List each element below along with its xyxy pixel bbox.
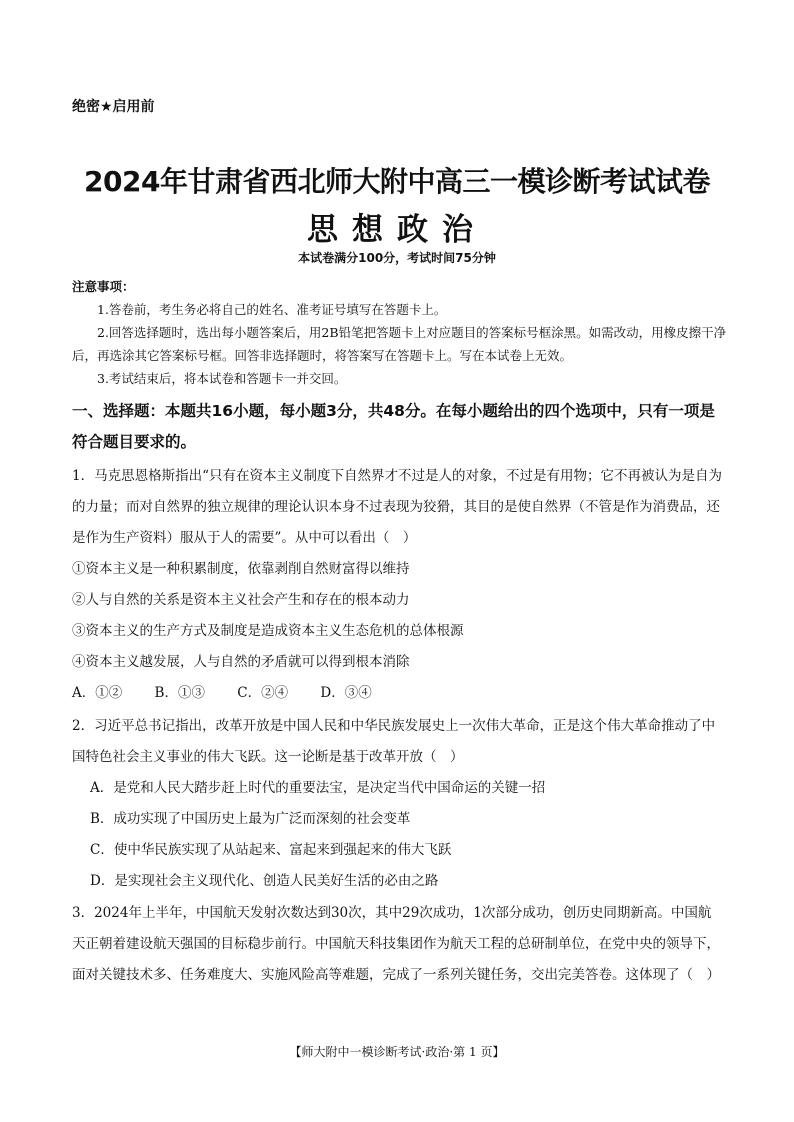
option-b: B．①③	[154, 685, 205, 701]
statement: ③资本主义的生产方式及制度是造成资本主义生态危机的总体根源	[72, 623, 464, 639]
section-heading: 一、选择题：本题共16小题，每小题3分，共48分。在每小题给出的四个选项中，只有一项是符合题目要求的。	[72, 402, 715, 451]
option-a: A．①②	[72, 685, 123, 701]
notice-item: 2.回答选择题时，选出每小题答案后，用2B铅笔把答题卡上对应题目的答案标号框涂黑。如需改动，用橡皮擦干净后，再选涂其它答案标号框。回答非选择题时，将答案写在答题卡上。写在本试卷上无效。	[72, 325, 727, 363]
statement: ②人与自然的关系是资本主义社会产生和存在的根本动力	[72, 592, 410, 608]
notice-item: 1.答卷前，考生务必将自己的姓名、准考证号填写在答题卡上。	[97, 302, 447, 317]
question-stem: 2．习近平总书记指出，改革开放是中国人民和中华民族发展史上一次伟大革命，正是这个伟大革命推动了中国特色社会主义事业的伟大飞跃。这一论断是基于改革开放（ ）	[72, 718, 716, 765]
page-footer: 【师大附中一模诊断考试·政治·第 1 页】	[289, 1045, 505, 1059]
statement: ①资本主义是一种积累制度，依靠剥削自然财富得以维持	[72, 561, 410, 577]
score-info: 本试卷满分100分，考试时间75分钟	[298, 251, 496, 265]
option-b: B．成功实现了中国历史上最为广泛而深刻的社会变革	[90, 811, 411, 827]
question-2	[72, 711, 722, 897]
option-d: D．③④	[320, 685, 372, 701]
notice-heading: 注意事项：	[72, 279, 135, 294]
option-c: C．②④	[237, 685, 289, 701]
notice-item: 3.考试结束后，将本试卷和答题卡一并交回。	[97, 371, 347, 386]
question-3	[72, 898, 722, 991]
question-1	[72, 461, 722, 709]
option-d: D．是实现社会主义现代化、创造人民美好生活的必由之路	[90, 873, 439, 889]
question-stem: 1．马克思恩格斯指出“只有在资本主义制度下自然界才不过是人的对象，不过是有用物；它不再被认为是自为的力量；而对自然界的独立规律的理论认识本身不过表现为狡猾，其目的是使自然界（不管是作为消费品，还是作为生产资料）服从于人的需要”。从中可以看出（ ）	[72, 468, 722, 546]
exam-title: 2024年甘肃省西北师大附中高三一模诊断考试试卷	[84, 165, 710, 198]
option-row	[72, 678, 722, 709]
question-stem: 3．2024年上半年，中国航天发射次数达到30次，其中29次成功，1次部分成功，创历史同期新高。中国航天正朝着建设航天强国的目标稳步前行。中国航天科技集团作为航天工程的总研制单位，在党中央的领导下，面对关键技术多、任务难度大、实施风险高等难题，完成了一系列关键任务，交出完美答卷。这体现了（ ）	[72, 905, 720, 983]
option-a: A．是党和人民大踏步赶上时代的重要法宝，是决定当代中国命运的关键一招	[90, 780, 546, 796]
option-c: C．使中华民族实现了从站起来、富起来到强起来的伟大飞跃	[90, 842, 452, 858]
notice-block	[72, 275, 732, 390]
statement: ④资本主义越发展，人与自然的矛盾就可以得到根本消除	[72, 654, 410, 670]
subject-title: 思想政治	[307, 212, 487, 248]
confidential-mark: 绝密★启用前	[72, 99, 155, 115]
